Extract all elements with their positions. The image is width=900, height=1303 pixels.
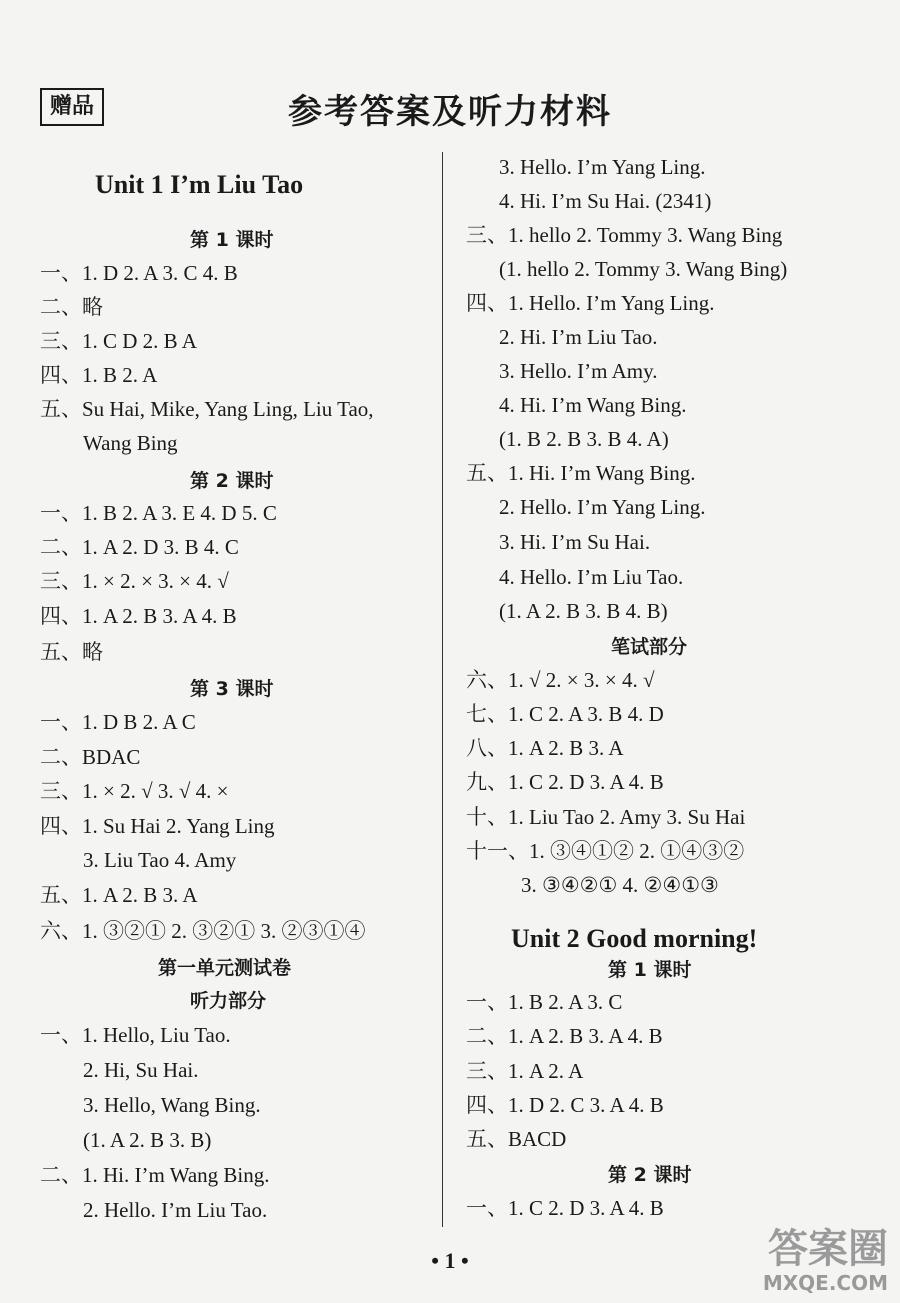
answer-line: 五、略 <box>40 640 103 664</box>
answer-line: 4. Hi. I’m Su Hai. (2341) <box>499 189 712 213</box>
answer-line: 2. Hello. I’m Yang Ling. <box>499 495 706 519</box>
answer-line: 六、1. √ 2. × 3. × 4. √ <box>466 668 655 692</box>
test-heading: 第一单元测试卷 <box>158 957 292 979</box>
gift-badge: 赠品 <box>40 88 104 126</box>
answer-line: 一、1. B 2. A 3. C <box>466 990 623 1014</box>
answer-line: 2. Hi. I’m Liu Tao. <box>499 325 658 349</box>
answer-line: 一、1. B 2. A 3. E 4. D 5. C <box>40 501 277 525</box>
answer-line: 3. Hello. I’m Yang Ling. <box>499 155 706 179</box>
answer-line: 3. Hello, Wang Bing. <box>83 1093 261 1117</box>
answer-line: 七、1. C 2. A 3. B 4. D <box>466 702 664 726</box>
lesson-heading: 第 3 课时 <box>190 678 274 700</box>
answer-line: 二、1. A 2. B 3. A 4. B <box>466 1024 663 1048</box>
answer-line: 二、1. Hi. I’m Wang Bing. <box>40 1163 270 1187</box>
answer-line: (1. hello 2. Tommy 3. Wang Bing) <box>499 257 788 281</box>
answer-line: 十、1. Liu Tao 2. Amy 3. Su Hai <box>466 805 746 829</box>
answer-line: 二、1. A 2. D 3. B 4. C <box>40 535 239 559</box>
watermark-logo-text: 答案圈 <box>768 1226 888 1272</box>
answer-line: 五、BACD <box>466 1127 567 1151</box>
unit-heading: Unit 1 I’m Liu Tao <box>95 170 304 199</box>
answer-line: 3. Hello. I’m Amy. <box>499 359 658 383</box>
answer-line: (1. A 2. B 3. B) <box>83 1128 212 1152</box>
answer-line: 八、1. A 2. B 3. A <box>466 736 624 760</box>
answer-line: 三、1. C D 2. B A <box>40 329 197 353</box>
answer-line: 3. Liu Tao 4. Amy <box>83 848 237 872</box>
answer-line: 六、1. ③②① 2. ③②① 3. ②③①④ <box>40 919 366 943</box>
lesson-heading: 第 2 课时 <box>190 470 274 492</box>
answer-line: 二、BDAC <box>40 745 141 769</box>
answer-line: 3. Hi. I’m Su Hai. <box>499 530 651 554</box>
section-heading: 笔试部分 <box>611 636 688 658</box>
section-heading: 听力部分 <box>190 990 267 1012</box>
site-watermark <box>763 1227 888 1295</box>
lesson-heading: 第 2 课时 <box>608 1164 692 1186</box>
answer-line: 五、1. A 2. B 3. A <box>40 883 198 907</box>
lesson-heading: 第 1 课时 <box>608 959 692 981</box>
answer-line: 一、1. D B 2. A C <box>40 710 196 734</box>
answer-line: 二、略 <box>40 295 103 319</box>
answer-line: 十一、1. ③④①② 2. ①④③② <box>466 839 745 863</box>
answer-line: 九、1. C 2. D 3. A 4. B <box>466 770 664 794</box>
answer-line: (1. A 2. B 3. B 4. B) <box>499 599 668 623</box>
answer-line: 四、1. B 2. A <box>40 363 158 387</box>
answer-line: 一、1. D 2. A 3. C 4. B <box>40 261 238 285</box>
answer-line: 四、1. D 2. C 3. A 4. B <box>466 1093 664 1117</box>
answer-line: 四、1. Su Hai 2. Yang Ling <box>40 814 275 838</box>
answer-line: 三、1. × 2. √ 3. √ 4. × <box>40 779 229 803</box>
answer-line: 四、1. Hello. I’m Yang Ling. <box>466 291 715 315</box>
watermark-url: MXQE.COM <box>762 1271 888 1295</box>
answer-line: 4. Hi. I’m Wang Bing. <box>499 393 687 417</box>
lesson-heading: 第 1 课时 <box>190 229 274 251</box>
answer-line: 四、1. A 2. B 3. A 4. B <box>40 604 237 628</box>
answer-line: 五、Su Hai, Mike, Yang Ling, Liu Tao, <box>40 397 374 421</box>
answer-line: 三、1. hello 2. Tommy 3. Wang Bing <box>466 223 783 247</box>
answer-line: 2. Hello. I’m Liu Tao. <box>83 1198 268 1222</box>
answer-line: (1. B 2. B 3. B 4. A) <box>499 427 669 451</box>
answer-line: 4. Hello. I’m Liu Tao. <box>499 565 684 589</box>
answer-line: 三、1. × 2. × 3. × 4. √ <box>40 569 229 593</box>
answer-line: 三、1. A 2. A <box>466 1059 584 1083</box>
answer-line: 一、1. Hello, Liu Tao. <box>40 1023 231 1047</box>
answer-line: 一、1. C 2. D 3. A 4. B <box>466 1196 664 1220</box>
unit-heading: Unit 2 Good morning! <box>511 924 758 953</box>
page-title: 参考答案及听力材料 <box>288 92 612 132</box>
answer-line: 五、1. Hi. I’m Wang Bing. <box>466 461 696 485</box>
page-number: • 1 • <box>431 1248 469 1273</box>
answer-line: 2. Hi, Su Hai. <box>83 1058 199 1082</box>
answer-line: 3. ③④②① 4. ②④①③ <box>521 873 719 897</box>
answer-line: Wang Bing <box>83 431 178 455</box>
column-divider <box>442 152 443 1227</box>
